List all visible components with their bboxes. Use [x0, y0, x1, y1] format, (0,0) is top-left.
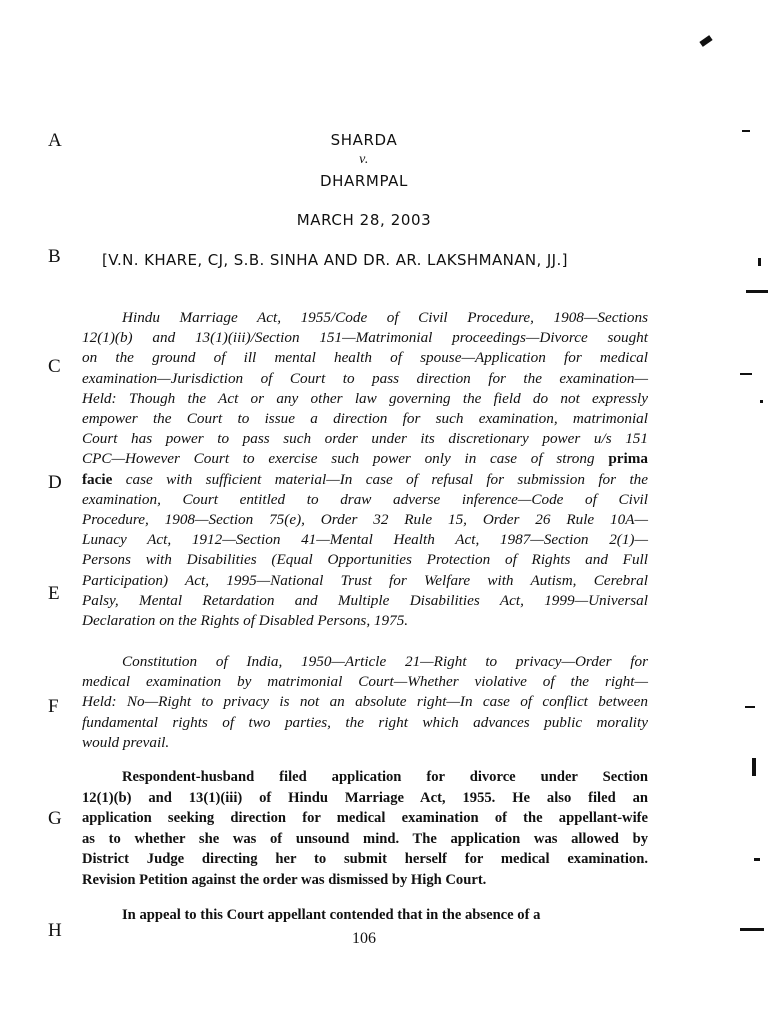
- headnote-line: Held: No—Right to privacy is not an absolute right—In case of conflict between: [82, 693, 648, 711]
- headnote-line: fundamental rights of two parties, the right which advances public morality: [82, 713, 648, 731]
- headnote-text: case with sufficient material—In case of refusal for submission for the: [125, 470, 648, 488]
- margin-letter-h: H: [48, 920, 62, 941]
- headnote-paragraph-2: [82, 652, 648, 753]
- headnote-line: Declaration on the Rights of Disabled Persons, 1975.: [82, 612, 409, 630]
- scan-mark: [758, 258, 761, 266]
- margin-letter-d: D: [48, 472, 62, 493]
- scan-mark: [754, 858, 760, 861]
- appeal-line: In appeal to this Court appellant contended that in the absence of a: [122, 907, 541, 923]
- petitioner-name: SHARDA: [330, 131, 398, 149]
- margin-letter-g: G: [48, 808, 62, 829]
- versus-label: v.: [359, 152, 369, 167]
- headnote-line: 12(1)(b) and 13(1)(iii)/Section 151—Matrimonial proceedings—Divorce sought: [82, 329, 648, 347]
- headnote-text: CPC—However Court to exercise such power only in case of strong: [82, 450, 595, 468]
- scan-mark: [746, 290, 768, 293]
- scan-mark: [760, 400, 763, 403]
- headnote-line: Court has power to pass such order under its discretionary power u/s 151: [82, 430, 648, 448]
- headnote-line: Persons with Disabilities (Equal Opportunities Protection of Rights and Full: [82, 551, 648, 569]
- scan-mark: [752, 758, 756, 776]
- scan-mark: [740, 373, 752, 375]
- scan-mark: [740, 928, 764, 931]
- summary-line: Revision Petition against the order was dismissed by High Court.: [82, 871, 487, 888]
- summary-line: application seeking direction for medical examination of the appellant-wife: [82, 810, 648, 827]
- headnote-line: Procedure, 1908—Section 75(e), Order 32 Rule 15, Order 26 Rule 10A—: [82, 511, 648, 529]
- respondent-name: DHARMPAL: [320, 172, 408, 190]
- scan-mark: [699, 35, 712, 47]
- page-number: 106: [352, 930, 376, 947]
- scan-mark: [742, 130, 750, 132]
- judgment-date: MARCH 28, 2003: [296, 211, 432, 229]
- margin-letter-c: C: [48, 356, 61, 377]
- prima-text: prima: [608, 450, 648, 468]
- bench-line: [V.N. KHARE, CJ, S.B. SINHA AND DR. AR. LAKSHMANAN, JJ.]: [102, 251, 568, 269]
- summary-line: District Judge directing her to submit herself for medical examination.: [82, 851, 648, 868]
- summary-line: 12(1)(b) and 13(1)(iii) of Hindu Marriage Act, 1955. He also filed an: [82, 789, 648, 806]
- margin-letter-e: E: [48, 583, 60, 604]
- headnote-paragraph-1: [82, 308, 648, 631]
- case-summary: [82, 767, 648, 891]
- headnote-line: Lunacy Act, 1912—Section 41—Mental Health Act, 1987—Section 2(1)—: [82, 531, 648, 549]
- margin-letter-a: A: [48, 130, 62, 151]
- facie-text: facie: [82, 470, 113, 488]
- summary-line: Respondent-husband filed application for divorce under Section: [122, 769, 648, 785]
- appeal-paragraph: [82, 905, 648, 926]
- headnote-line: on the ground of ill mental health of spouse—Application for medical: [82, 349, 648, 367]
- headnote-line: medical examination by matrimonial Court—Whether violative of the right—: [82, 673, 648, 691]
- margin-letter-f: F: [48, 696, 59, 717]
- headnote-line: would prevail.: [82, 733, 170, 751]
- headnote-line: examination—Jurisdiction of Court to pass direction for the examination—: [82, 369, 648, 387]
- headnote-line: Participation) Act, 1995—National Trust for Welfare with Autism, Cerebral: [82, 571, 648, 589]
- summary-line: as to whether she was of unsound mind. The application was allowed by: [82, 830, 648, 847]
- headnote-line: Palsy, Mental Retardation and Multiple Disabilities Act, 1999—Universal: [82, 591, 648, 609]
- headnote-line: Held: Though the Act or any other law governing the field do not expressly: [82, 389, 648, 407]
- headnote-line: empower the Court to issue a direction for such examination, matrimonial: [82, 410, 648, 428]
- headnote-line: Hindu Marriage Act, 1955/Code of Civil Procedure, 1908—Sections: [122, 309, 648, 326]
- headnote-line: [82, 470, 648, 490]
- scan-mark: [745, 706, 755, 708]
- headnote-line: Constitution of India, 1950—Article 21—Right to privacy—Order for: [122, 653, 648, 670]
- margin-letter-b: B: [48, 246, 61, 267]
- headnote-line: examination, Court entitled to draw adverse inference—Code of Civil: [82, 490, 648, 508]
- headnote-line: [82, 449, 648, 469]
